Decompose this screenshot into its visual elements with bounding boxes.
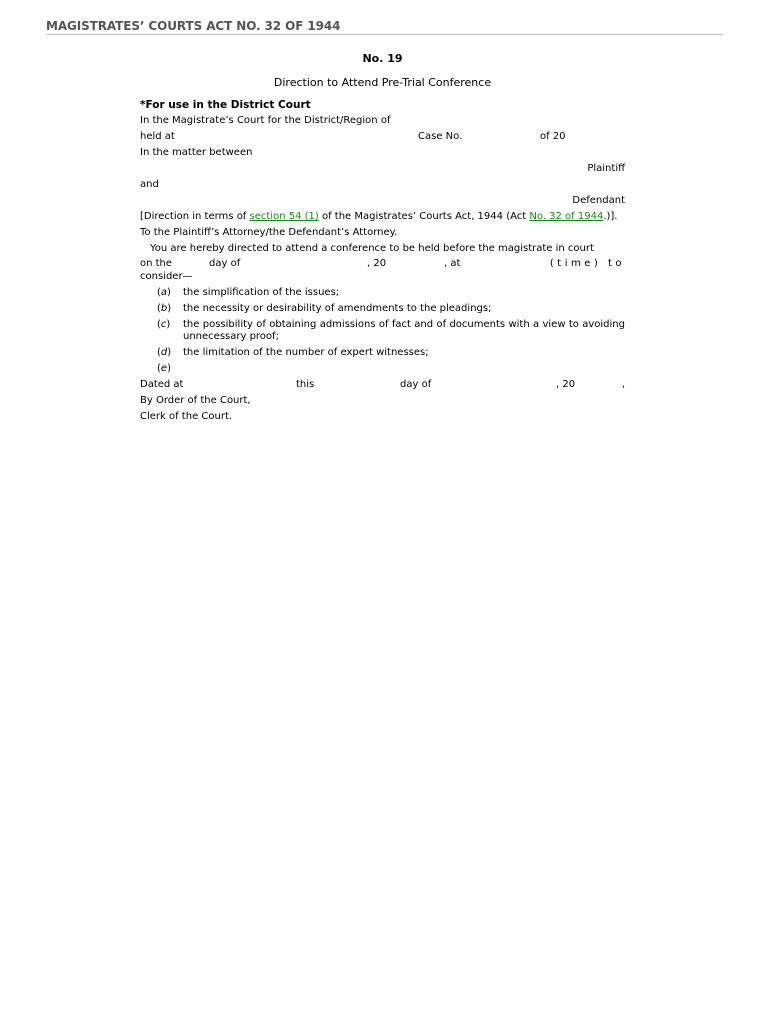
to-attorney: To the Plaintiff’s Attorney/the Defendant’s Attorney. (140, 227, 398, 238)
list-item (140, 347, 625, 359)
list-item-text: the limitation of the number of expert witnesses; (183, 347, 429, 358)
list-item-label: (b) (157, 303, 172, 314)
by-order: By Order of the Court, (140, 395, 251, 406)
list-item-label: (a) (157, 287, 171, 298)
day-of-label-2: day of (400, 379, 432, 390)
list-item (140, 363, 625, 375)
list-item-text: the necessity or desirability of amendments to the pleadings; (183, 303, 492, 314)
on-the-label: on the (140, 258, 173, 269)
comma-at-label: , at (444, 258, 461, 269)
consider-label: consider— (140, 271, 193, 282)
list-item-text: the simplification of the issues; (183, 287, 340, 298)
dated-row (140, 379, 625, 391)
direction-pre: [Direction in terms of (140, 211, 250, 222)
date-time-row (140, 258, 625, 270)
day-of-label: day of (209, 258, 241, 269)
of-20-label: of 20 (540, 131, 566, 142)
defendant-label: Defendant (572, 195, 625, 206)
held-at-row (140, 131, 625, 143)
act-header: MAGISTRATES’ COURTS ACT NO. 32 OF 1944 (46, 19, 723, 35)
list-item (140, 303, 625, 315)
direction-clause (140, 211, 625, 223)
this-label: this (296, 379, 315, 390)
form-number: No. 19 (362, 52, 403, 65)
list-item-label: (d) (157, 347, 172, 358)
and-label: and (140, 179, 159, 190)
clerk-signature: Clerk of the Court. (140, 411, 233, 422)
use-note: *For use in the District Court (140, 99, 311, 111)
direction-mid: of the Magistrates’ Courts Act, 1944 (Act (318, 211, 530, 222)
list-item-label: (e) (157, 363, 171, 374)
time-to-label: (time) to (549, 258, 625, 269)
held-at-label: held at (140, 131, 175, 142)
act-no-link[interactable]: No. 32 of 1944 (529, 211, 604, 222)
comma-20-label: , 20 (367, 258, 387, 269)
list-item (140, 319, 625, 343)
court-line: In the Magistrate’s Court for the District/Region of (140, 115, 391, 126)
form-document (140, 50, 625, 423)
section-54-link[interactable]: section 54 (1) (249, 211, 319, 222)
comma-end: , (621, 379, 625, 390)
directed-line: You are hereby directed to attend a conference to be held before the magistrate in court (150, 243, 594, 254)
direction-post: .)]. (603, 211, 618, 222)
dated-at-label: Dated at (140, 379, 184, 390)
list-item-label: (c) (157, 319, 171, 330)
plaintiff-label: Plaintiff (587, 163, 625, 174)
case-no-label: Case No. (418, 131, 463, 142)
form-title: Direction to Attend Pre-Trial Conference (273, 76, 492, 89)
matter-between: In the matter between (140, 147, 253, 158)
comma-20-label-2: , 20 (556, 379, 576, 390)
list-item-text: the possibility of obtaining admissions of fact and of documents with a view to avoiding unnecessary proof; (183, 319, 625, 342)
list-item (140, 287, 625, 299)
